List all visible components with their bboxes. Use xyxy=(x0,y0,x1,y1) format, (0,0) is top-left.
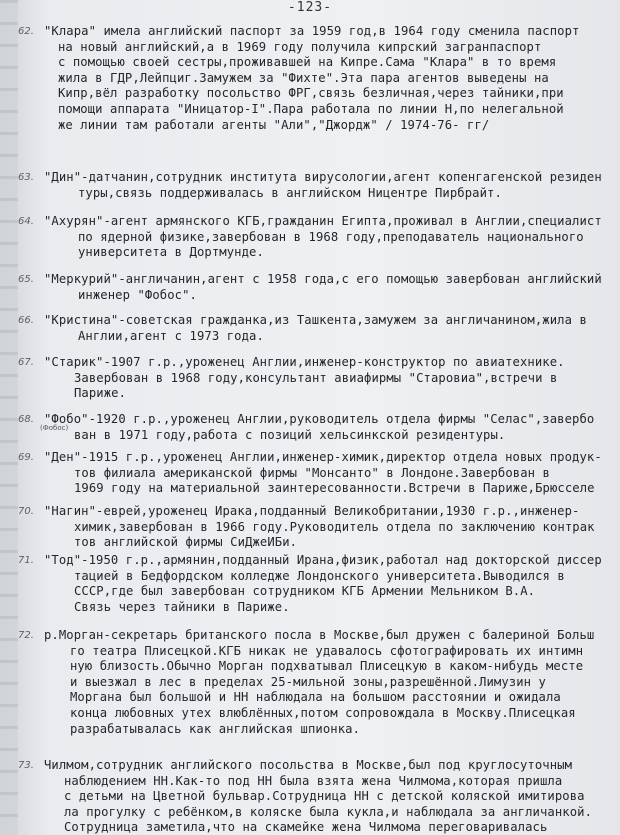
entry-number: 63. xyxy=(18,172,34,183)
text-line: "Дин"-датчанин,сотрудник института вирусологии,агент копенгагенской резиден xyxy=(44,170,602,184)
text-line: инженер "Фобос". xyxy=(78,287,197,302)
text-line: "Фобо"-1920 г.р.,уроженец Англии,руководитель отдела фирмы "Селас",завербо xyxy=(44,412,595,426)
entry-number: 71. xyxy=(18,555,34,566)
text-line: наблюдением НН.Как-то под НН была взята жена Чилмома,которая пришла xyxy=(64,773,563,788)
text-line: и выезжал в лес в пределах 25-мильной зоны,разрешённой.Лимузин у xyxy=(70,674,546,689)
text-line: Чилмом,сотрудник английского посольства в Москве,был под круглосуточным xyxy=(44,758,573,772)
text-line: тов филиала американской фирмы "Монсанто" в Лондоне.Завербован в xyxy=(74,465,550,480)
text-line: химик,завербован в 1966 году.Руководитель отдела по заключению контрак xyxy=(74,519,595,534)
entry-number: 64. xyxy=(18,216,34,227)
text-line: тацией в Бедфордском колледже Лондонского университета.Выводился в xyxy=(74,568,565,583)
text-line: "Меркурий"-англичанин,агент с 1958 года,с его помощью завербован английский xyxy=(44,272,602,286)
entry-number: 62. xyxy=(18,26,34,37)
text-line: помощи аппарата "Иницатор-I".Пара работала по линии Н,по нелегальной xyxy=(58,102,564,116)
entry-number: 66. xyxy=(18,315,34,326)
text-line: Англии,агент с 1973 года. xyxy=(78,328,264,343)
text-line: на новый английский,а в 1969 году получила кипрский загранпаспорт xyxy=(58,39,542,54)
text-line: ла прогулку с ребёнком,в коляске была кукла,и наблюдала за англичанкой. xyxy=(64,804,593,819)
entry-number: 73. xyxy=(18,760,34,771)
text-line: ную близость.Обычно Морган подхватывал Плисецкую в каком-нибудь месте xyxy=(70,659,584,674)
text-line: СССР,где был завербован сотрудником КГБ Армении Мельником В.А. xyxy=(74,584,536,599)
text-line: Кипр,вёл разработку посольство ФРГ,связь безличная,через тайники,при xyxy=(58,86,564,101)
text-line: го театра Плисецкой.КГБ никак не удавалось сфотографировать их интимн xyxy=(70,643,584,658)
text-line: же линии там работали агенты "Али","Джордж" / 1974-76- гг/ xyxy=(58,117,490,132)
text-line: Париже. xyxy=(74,386,127,401)
entry-number: 67. xyxy=(18,357,34,368)
text-line: туры,связь поддерживалась в английском Ницентре Пирбрайт. xyxy=(78,185,502,200)
text-line: жила в ГДР,Лейпциг.Замужем за "Фихте".Эта пара агентов выведены на xyxy=(58,70,549,85)
text-line: "Клара" имела английский паспорт за 1959 год,в 1964 году сменила паспорт xyxy=(44,24,580,38)
text-line: 1969 году на материальной заинтересованности.Встречи в Париже,Брюсселе xyxy=(74,481,595,496)
text-line: "Нагин"-еврей,уроженец Ирака,подданный Великобритании,1930 г.р.,инженер- xyxy=(44,504,580,518)
margin-note: (Фобос) xyxy=(40,424,69,432)
binding-holes xyxy=(0,0,18,835)
text-line: Связь через тайники в Париже. xyxy=(74,599,290,614)
entry-number: 70. xyxy=(18,506,34,517)
text-line: Завербован в 1968 году,консультант авиафирмы "Старовиа",встречи в xyxy=(74,370,558,385)
text-line: ван в 1971 году,работа с позиций хельсинкской резидентуры. xyxy=(74,427,506,442)
text-line: Сотрудница заметила,что на скамейке жена Чилмома переговаривалась xyxy=(64,820,548,835)
text-line: "Старик"-1907 г.р.,уроженец Англии,инженер-конструктор по авиатехнике. xyxy=(44,355,565,369)
text-line: с помощью своей сестры,проживавшей на Кипре.Сама "Клара" в то время xyxy=(58,55,557,70)
text-line: "Тод"-1950 г.р.,армянин,подданный Ирана,физик,работал над докторской диссер xyxy=(44,553,602,567)
entry-number: 69. xyxy=(18,452,34,463)
text-line: по ядерной физике,завербован в 1968 году,преподаватель национального xyxy=(78,229,584,244)
text-line: разрабатывалась как английская шпионка. xyxy=(70,721,361,736)
entry-number: 68. xyxy=(18,414,34,425)
text-line: "Ахурян"-агент армянского КГБ,гражданин Египта,проживал в Англии,специалист xyxy=(44,214,602,228)
text-line: университета в Дортмунде. xyxy=(78,245,264,260)
entry-number: 72. xyxy=(18,630,34,641)
text-line: р.Морган-секретарь британского посла в Москве,был дружен с балериной Больш xyxy=(44,628,595,642)
text-line: конца любовных утех влюблённых,потом сопровождала в Москву.Плисецкая xyxy=(70,706,576,720)
page-number: -123- xyxy=(287,0,333,15)
text-line: "Ден"-1915 г.р.,уроженец Англии,инженер-химик,директор отдела новых продук- xyxy=(44,450,602,464)
entry-number: 65. xyxy=(18,274,34,285)
text-line: тов английской фирмы СиДжеИБи. xyxy=(74,535,298,550)
text-line: "Кристина"-советская гражданка,из Ташкента,замужем за англичанином,жила в xyxy=(44,313,587,327)
text-line: Моргана был большой и НН наблюдала на большом расстоянии и ожидала xyxy=(70,690,561,705)
text-line: с детьми на Цветной бульвар.Сотрудница НН с детской коляской имитирова xyxy=(64,789,585,804)
